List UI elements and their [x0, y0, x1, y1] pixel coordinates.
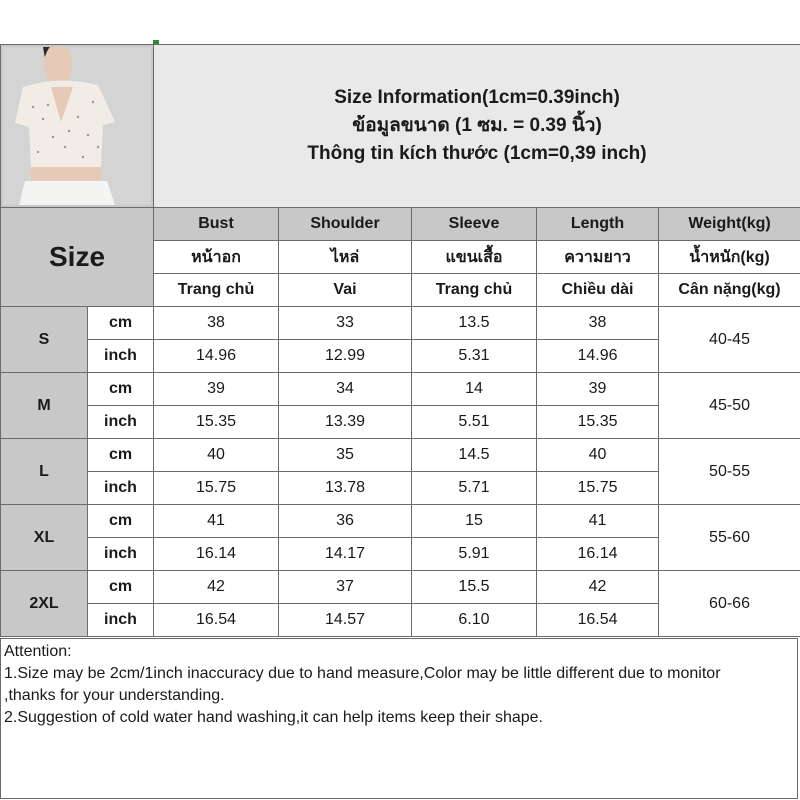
- col-header-weight-th: น้ำหนัก(kg): [659, 241, 800, 274]
- bust-inch: 15.75: [154, 472, 279, 505]
- sleeve-cm: 14: [412, 373, 537, 406]
- sleeve-inch: 5.71: [412, 472, 537, 505]
- bust-inch: 15.35: [154, 406, 279, 439]
- shoulder-inch: 14.57: [279, 604, 412, 637]
- product-photo: [3, 47, 151, 205]
- col-header-bust-vi: Trang chủ: [154, 274, 279, 307]
- notes-line-3: 2.Suggestion of cold water hand washing,it can help items keep their shape.: [4, 709, 543, 726]
- bust-cm: 40: [154, 439, 279, 472]
- weight-range: 50-55: [659, 439, 800, 505]
- table-row: [1, 373, 800, 406]
- shoulder-cm: 34: [279, 373, 412, 406]
- sleeve-cm: 15: [412, 505, 537, 538]
- col-header-shoulder-en: Shoulder: [279, 208, 412, 241]
- attention-notes: [0, 638, 798, 799]
- bust-inch: 16.54: [154, 604, 279, 637]
- sleeve-cm: 14.5: [412, 439, 537, 472]
- size-name: M: [1, 373, 88, 439]
- notes-line-2: ,thanks for your understanding.: [4, 687, 225, 704]
- unit-label: cm: [88, 373, 154, 406]
- notes-heading: Attention:: [4, 643, 72, 660]
- title-vietnamese: Thông tin kích thước (1cm=0,39 inch): [307, 143, 647, 164]
- length-cm: 40: [537, 439, 659, 472]
- col-header-weight-vi: Cân nặng(kg): [659, 274, 800, 307]
- col-header-length-vi: Chiều dài: [537, 274, 659, 307]
- shoulder-cm: 33: [279, 307, 412, 340]
- length-inch: 15.35: [537, 406, 659, 439]
- size-header: Size: [1, 208, 154, 307]
- length-inch: 14.96: [537, 340, 659, 373]
- unit-label: inch: [88, 340, 154, 373]
- col-header-sleeve-vi: Trang chủ: [412, 274, 537, 307]
- length-inch: 16.14: [537, 538, 659, 571]
- length-cm: 42: [537, 571, 659, 604]
- table-row: [1, 505, 800, 538]
- col-header-sleeve-en: Sleeve: [412, 208, 537, 241]
- shoulder-inch: 12.99: [279, 340, 412, 373]
- unit-label: cm: [88, 571, 154, 604]
- title-english: Size Information(1cm=0.39inch): [334, 87, 620, 108]
- length-inch: 16.54: [537, 604, 659, 637]
- col-header-bust-th: หน้าอก: [154, 241, 279, 274]
- bust-cm: 42: [154, 571, 279, 604]
- length-inch: 15.75: [537, 472, 659, 505]
- sleeve-inch: 5.91: [412, 538, 537, 571]
- title-thai: ข้อมูลขนาด (1 ซม. = 0.39 นิ้ว): [352, 115, 602, 136]
- size-info-title-cell: [154, 45, 800, 208]
- weight-range: 40-45: [659, 307, 800, 373]
- table-row: [1, 439, 800, 472]
- notes-line-1: 1.Size may be 2cm/1inch inaccuracy due to hand measure,Color may be little different due to monitor: [4, 665, 721, 682]
- sleeve-cm: 15.5: [412, 571, 537, 604]
- shoulder-cm: 35: [279, 439, 412, 472]
- weight-range: 60-66: [659, 571, 800, 637]
- unit-label: cm: [88, 439, 154, 472]
- bust-cm: 39: [154, 373, 279, 406]
- shoulder-cm: 36: [279, 505, 412, 538]
- unit-label: inch: [88, 538, 154, 571]
- size-name: XL: [1, 505, 88, 571]
- sleeve-inch: 6.10: [412, 604, 537, 637]
- col-header-sleeve-th: แขนเสื้อ: [412, 241, 537, 274]
- length-cm: 41: [537, 505, 659, 538]
- sleeve-cm: 13.5: [412, 307, 537, 340]
- col-header-shoulder-th: ไหล่: [279, 241, 412, 274]
- size-name: 2XL: [1, 571, 88, 637]
- col-header-shoulder-vi: Vai: [279, 274, 412, 307]
- bust-inch: 14.96: [154, 340, 279, 373]
- table-row: [1, 307, 800, 340]
- shoulder-inch: 14.17: [279, 538, 412, 571]
- size-name: L: [1, 439, 88, 505]
- col-header-length-th: ความยาว: [537, 241, 659, 274]
- unit-label: inch: [88, 472, 154, 505]
- size-chart: [0, 44, 800, 800]
- shoulder-inch: 13.39: [279, 406, 412, 439]
- shoulder-inch: 13.78: [279, 472, 412, 505]
- length-cm: 38: [537, 307, 659, 340]
- length-cm: 39: [537, 373, 659, 406]
- shoulder-cm: 37: [279, 571, 412, 604]
- size-table: [0, 44, 800, 637]
- col-header-length-en: Length: [537, 208, 659, 241]
- weight-range: 55-60: [659, 505, 800, 571]
- weight-range: 45-50: [659, 373, 800, 439]
- size-name: S: [1, 307, 88, 373]
- product-photo-cell: [1, 45, 154, 208]
- sleeve-inch: 5.51: [412, 406, 537, 439]
- unit-label: cm: [88, 307, 154, 340]
- sleeve-inch: 5.31: [412, 340, 537, 373]
- unit-label: inch: [88, 406, 154, 439]
- bust-cm: 38: [154, 307, 279, 340]
- col-header-weight-en: Weight(kg): [659, 208, 800, 241]
- col-header-bust-en: Bust: [154, 208, 279, 241]
- table-row: [1, 571, 800, 604]
- unit-label: cm: [88, 505, 154, 538]
- unit-label: inch: [88, 604, 154, 637]
- bust-cm: 41: [154, 505, 279, 538]
- bust-inch: 16.14: [154, 538, 279, 571]
